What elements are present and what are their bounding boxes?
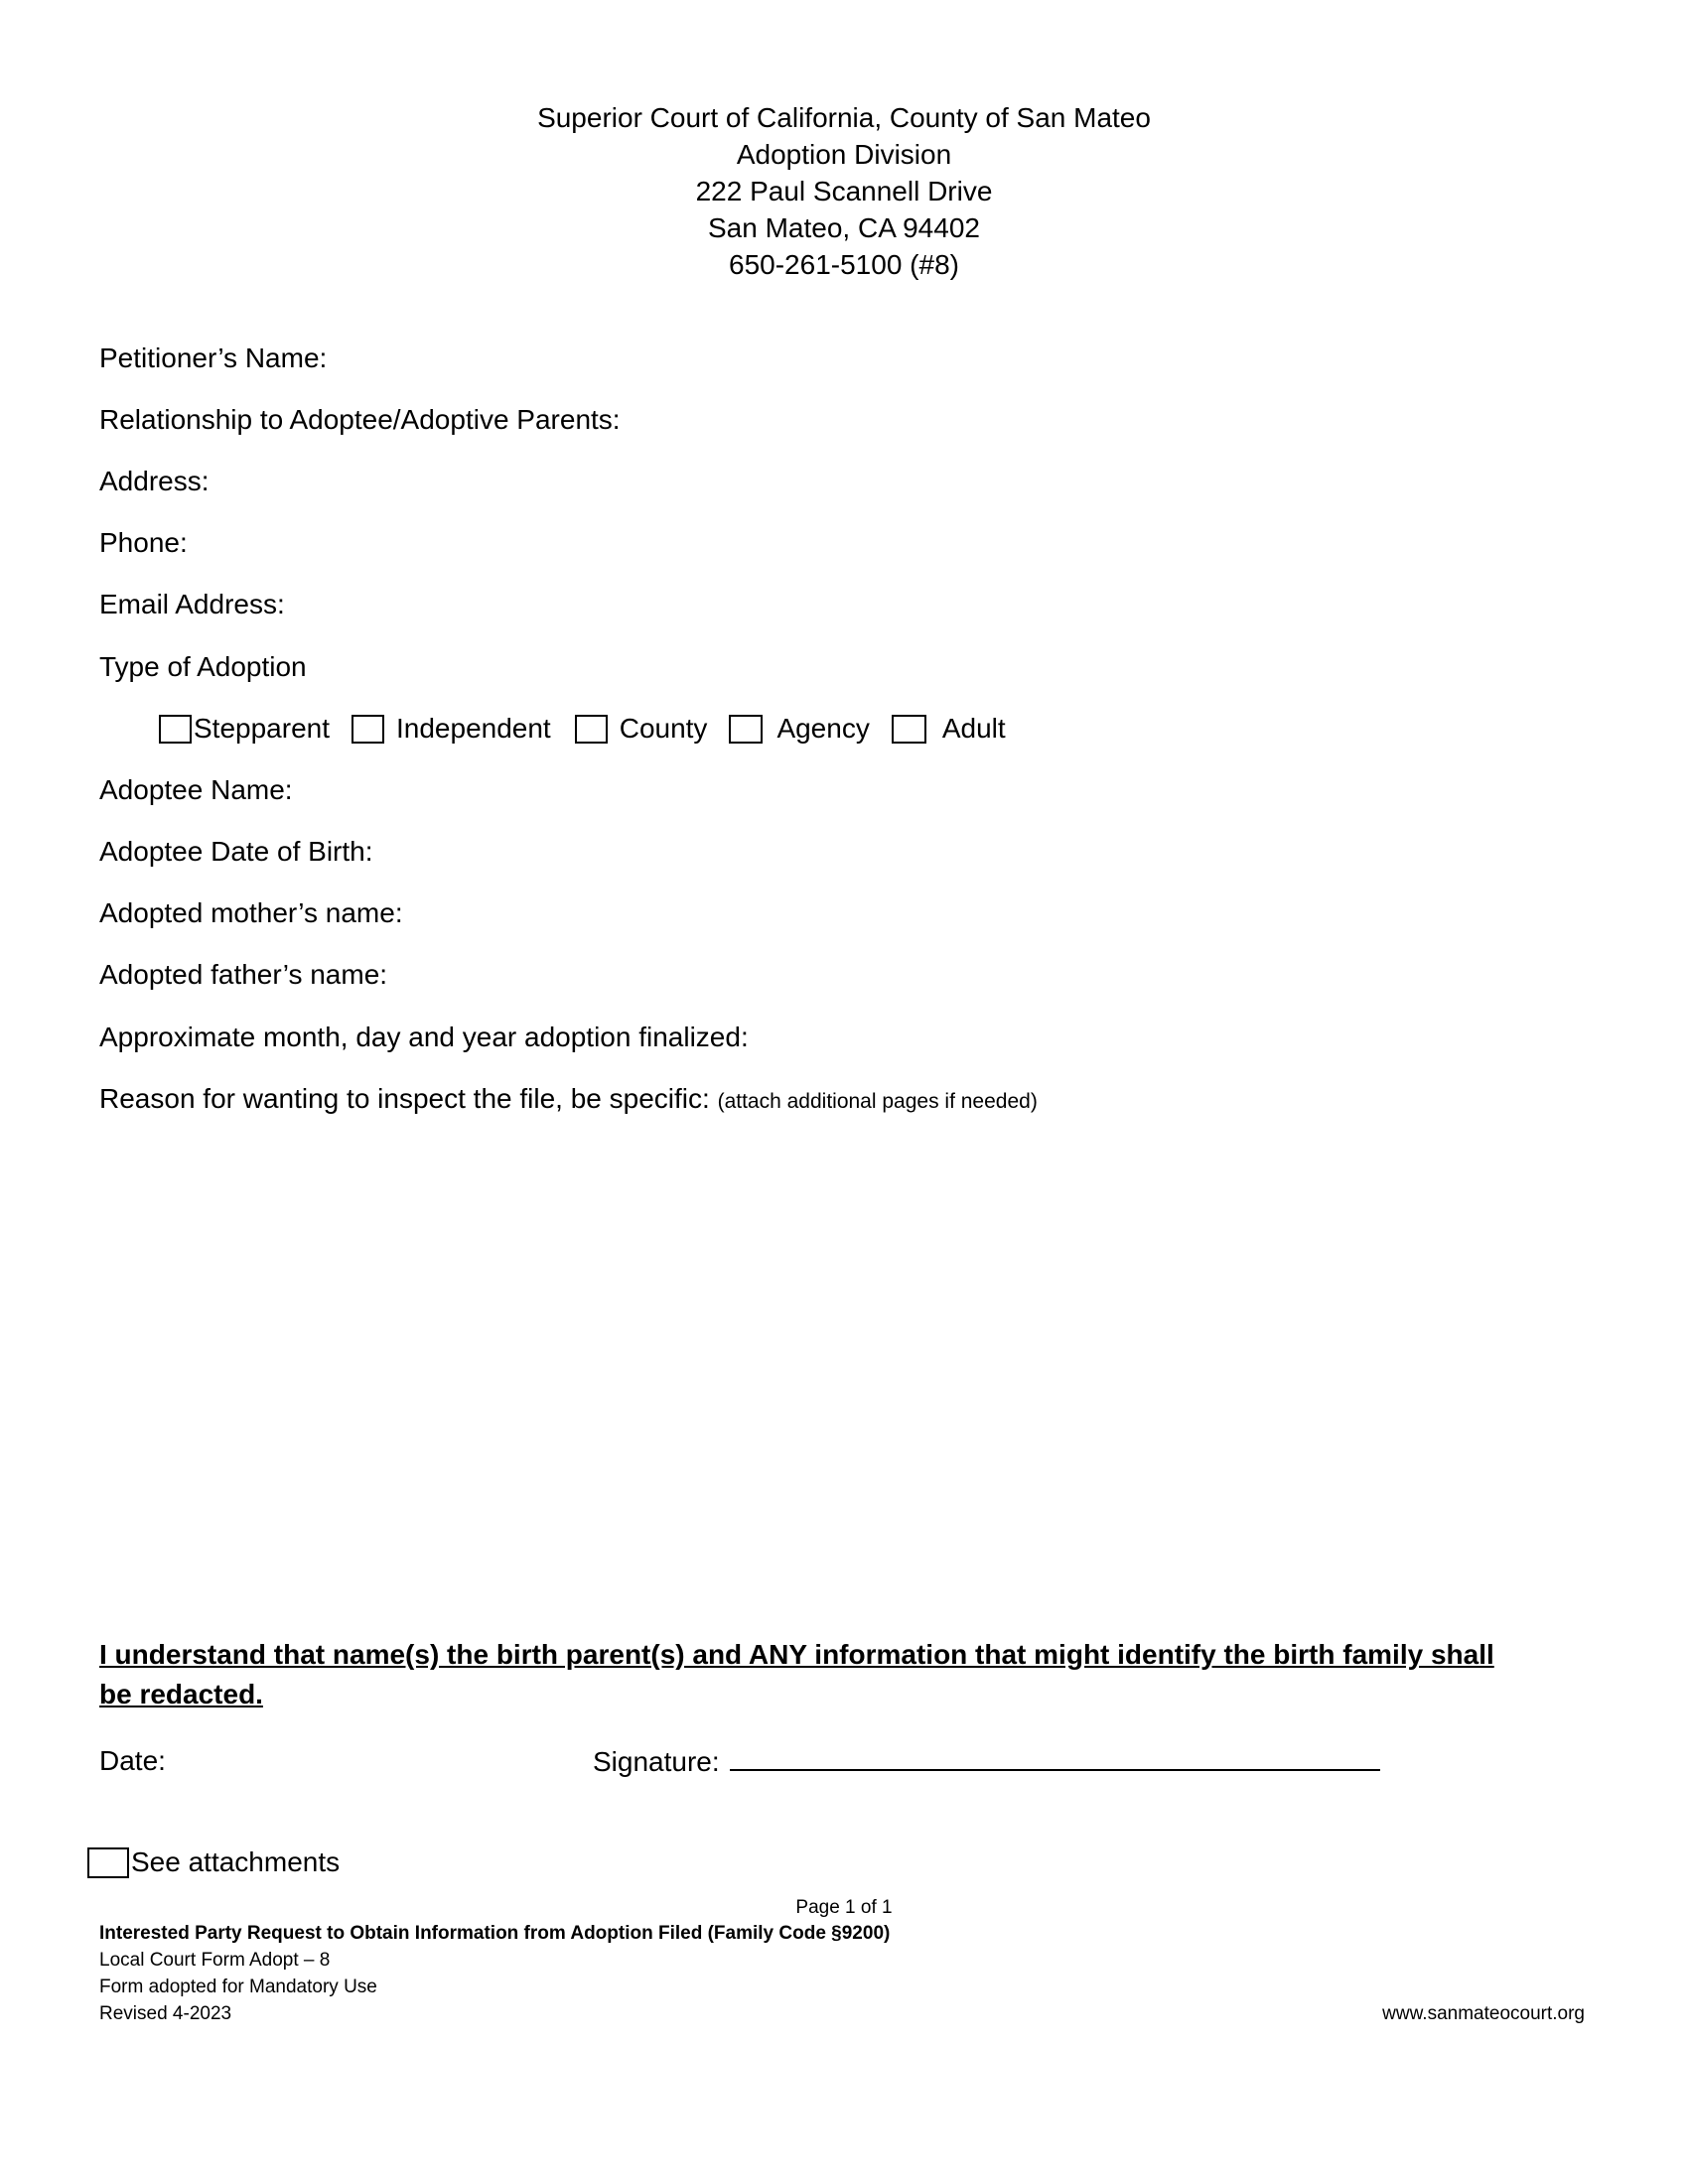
signature-label: Signature: [593, 1746, 720, 1777]
stepparent-label: Stepparent [194, 713, 330, 744]
type-of-adoption-label: Type of Adoption [99, 651, 307, 682]
form-title: Interested Party Request to Obtain Information from Adoption Filed (Family Code §9200) [99, 1923, 891, 1944]
signature-field [593, 1745, 1380, 1778]
form-number: Local Court Form Adopt – 8 [99, 1950, 331, 1971]
street-address: 222 Paul Scannell Drive [695, 176, 993, 206]
county-label: County [619, 713, 708, 744]
reason-label [99, 1083, 1038, 1115]
reason-note: (attach additional pages if needed) [717, 1090, 1038, 1113]
adoption-finalized-label: Approximate month, day and year adoption finalized: [99, 1022, 749, 1052]
adopted-father-name-label: Adopted father’s name: [99, 959, 388, 990]
reason-text: Reason for wanting to inspect the file, be specific: [99, 1083, 710, 1114]
mandatory-use: Form adopted for Mandatory Use [99, 1977, 377, 1997]
adoption-type-adult [892, 713, 1006, 745]
court-name: Superior Court of California, County of San Mateo [537, 102, 1151, 133]
adult-label: Adult [941, 713, 1006, 744]
see-attachments-checkbox[interactable] [87, 1847, 129, 1878]
see-attachments-option [87, 1846, 340, 1878]
stepparent-checkbox[interactable] [159, 715, 192, 744]
city-address: San Mateo, CA 94402 [708, 212, 980, 243]
adoption-type-independent [352, 713, 551, 745]
court-website[interactable]: www.sanmateocourt.org [1382, 2003, 1585, 2024]
adoption-type-stepparent [159, 713, 330, 745]
signature-line[interactable] [730, 1745, 1380, 1771]
page-number: Page 1 of 1 [795, 1897, 893, 1918]
petitioner-name-label: Petitioner’s Name: [99, 342, 328, 373]
division-name: Adoption Division [736, 139, 952, 170]
county-checkbox[interactable] [575, 715, 608, 744]
adoption-type-agency [729, 713, 869, 745]
adoptee-dob-label: Adoptee Date of Birth: [99, 836, 373, 867]
court-header [0, 99, 1688, 283]
agency-checkbox[interactable] [729, 715, 763, 744]
adoptee-name-label: Adoptee Name: [99, 774, 293, 805]
independent-checkbox[interactable] [352, 715, 384, 744]
adopted-mother-name-label: Adopted mother’s name: [99, 897, 403, 928]
phone-label: Phone: [99, 527, 188, 558]
independent-label: Independent [396, 713, 551, 744]
revised-date: Revised 4-2023 [99, 2003, 232, 2024]
redaction-notice: I understand that name(s) the birth parent(s) and ANY information that might identify the birth family shall be redacted. [99, 1639, 1494, 1709]
adoption-type-options [159, 713, 1006, 745]
email-label: Email Address: [99, 589, 285, 619]
adoption-type-county [575, 713, 708, 745]
date-label: Date: [99, 1745, 166, 1776]
address-label: Address: [99, 466, 210, 496]
see-attachments-label: See attachments [131, 1846, 341, 1877]
court-phone: 650-261-5100 (#8) [729, 249, 959, 280]
relationship-label: Relationship to Adoptee/Adoptive Parents: [99, 404, 621, 435]
adult-checkbox[interactable] [892, 715, 926, 744]
agency-label: Agency [776, 713, 870, 744]
